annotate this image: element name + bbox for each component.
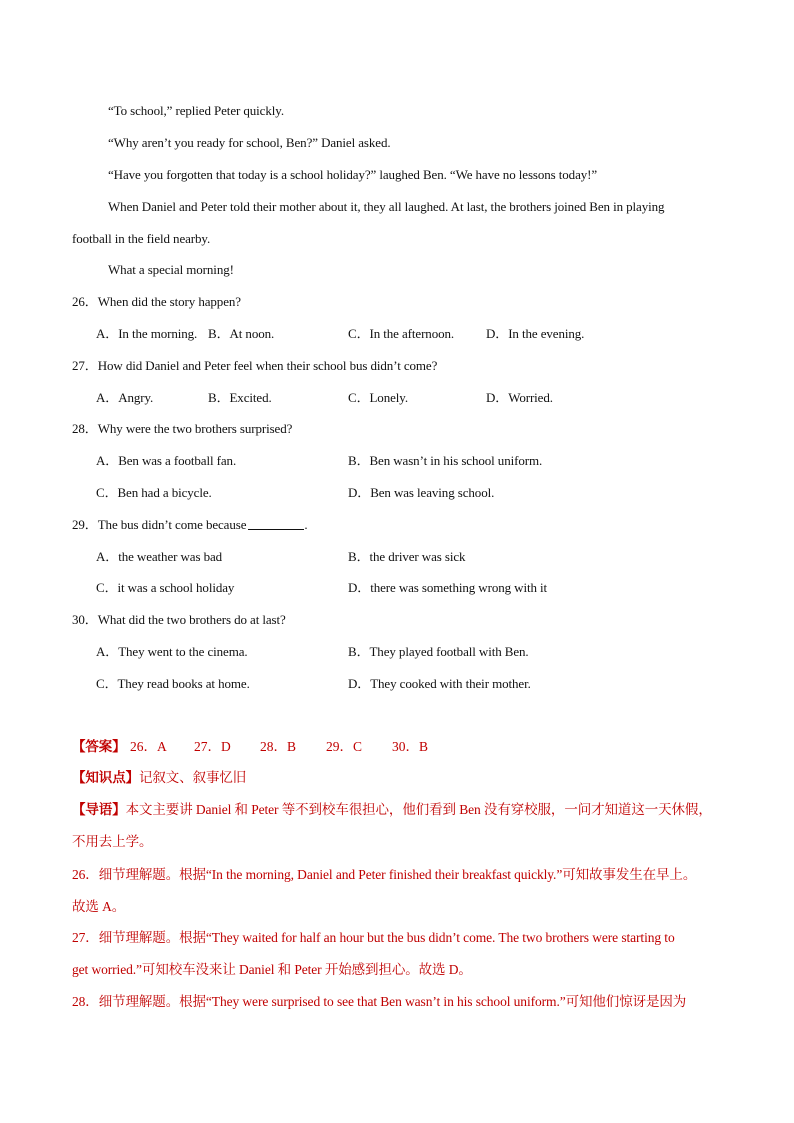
question-27: 27．How did Daniel and Peter feel when their school bus didn’t come?	[72, 358, 438, 373]
q28-option-a: A．Ben was a football fan.	[96, 453, 237, 468]
guide-line-1	[72, 802, 712, 818]
story-paragraph-2: “Why aren’t you ready for school, Ben?” Daniel asked.	[108, 135, 391, 150]
answer-28: 28．B	[260, 739, 297, 754]
answer-30: 30．B	[392, 739, 429, 754]
q30-option-b: B．They played football with Ben.	[348, 644, 529, 659]
question-28: 28．Why were the two brothers surprised?	[72, 421, 293, 436]
q30-option-c: C．They read books at home.	[96, 676, 250, 691]
q27-option-c: C．Lonely.	[348, 390, 408, 405]
explanation-27-line-2: get worried.”可知校车没来让 Daniel 和 Peter 开始感到担心。故选 D。	[72, 962, 472, 977]
guide-label: 【导语】	[72, 802, 126, 817]
guide-text-1: 本文主要讲 Daniel 和 Peter 等不到校车很担心，他们看到 Ben 没有穿校服，一问才知道这一天休假，	[125, 802, 712, 817]
q28-option-c: C．Ben had a bicycle.	[96, 485, 212, 500]
q26-option-d: D．In the evening.	[486, 326, 585, 341]
q27-option-a: A．Angry.	[96, 390, 154, 405]
q29-option-a: A．the weather was bad	[96, 549, 223, 564]
question-29-end: .	[304, 517, 308, 532]
q27-option-d: D．Worried.	[486, 390, 553, 405]
question-29-stem: 29．The bus didn’t come because	[72, 517, 247, 532]
q26-option-b: B．At noon.	[208, 326, 275, 341]
question-30: 30．What did the two brothers do at last?	[72, 612, 286, 627]
story-paragraph-3: “Have you forgotten that today is a school holiday?” laughed Ben. “We have no lessons today!”	[108, 167, 598, 182]
q30-option-a: A．They went to the cinema.	[96, 644, 248, 659]
explanation-28-line-1: 28．细节理解题。根据“They were surprised to see that Ben wasn’t in his school uniform.”可知他们惊讶是因为	[72, 994, 687, 1009]
q26-option-a: A．In the morning.	[96, 326, 198, 341]
q30-option-d: D．They cooked with their mother.	[348, 676, 531, 691]
q29-option-d: D．there was something wrong with it	[348, 580, 548, 595]
q28-option-b: B．Ben wasn’t in his school uniform.	[348, 453, 543, 468]
answer-27: 27．D	[194, 739, 231, 754]
guide-line-2: 不用去上学。	[72, 834, 153, 849]
story-paragraph-1: “To school,” replied Peter quickly.	[108, 103, 284, 118]
answer-blank	[248, 517, 304, 530]
answer-26: 26．A	[130, 739, 167, 754]
q28-option-d: D．Ben was leaving school.	[348, 485, 495, 500]
answer-29: 29．C	[326, 739, 363, 754]
knowledge-point-label: 【知识点】	[72, 770, 139, 785]
q29-option-b: B．the driver was sick	[348, 549, 466, 564]
q29-option-c: C．it was a school holiday	[96, 580, 235, 595]
knowledge-point	[72, 770, 246, 786]
q26-option-c: C．In the afternoon.	[348, 326, 455, 341]
explanation-27-line-1: 27．细节理解题。根据“They waited for half an hour but the bus didn’t come. The two brothers were starting to	[72, 930, 675, 945]
knowledge-point-text: 记叙文、叙事忆旧	[139, 770, 247, 785]
explanation-26-line-2: 故选 A。	[72, 899, 126, 914]
question-26: 26．When did the story happen?	[72, 294, 241, 309]
q27-option-b: B．Excited.	[208, 390, 272, 405]
story-paragraph-5: What a special morning!	[108, 262, 234, 277]
story-paragraph-4: When Daniel and Peter told their mother about it, they all laughed. At last, the brothers joined Ben in playing	[108, 199, 665, 214]
answer-key-label: 【答案】	[72, 739, 126, 754]
question-29	[72, 517, 308, 533]
story-paragraph-4-cont: football in the field nearby.	[72, 231, 211, 246]
explanation-26-line-1: 26．细节理解题。根据“In the morning, Daniel and Peter finished their breakfast quickly.”可知故事发生在早上。	[72, 867, 697, 882]
